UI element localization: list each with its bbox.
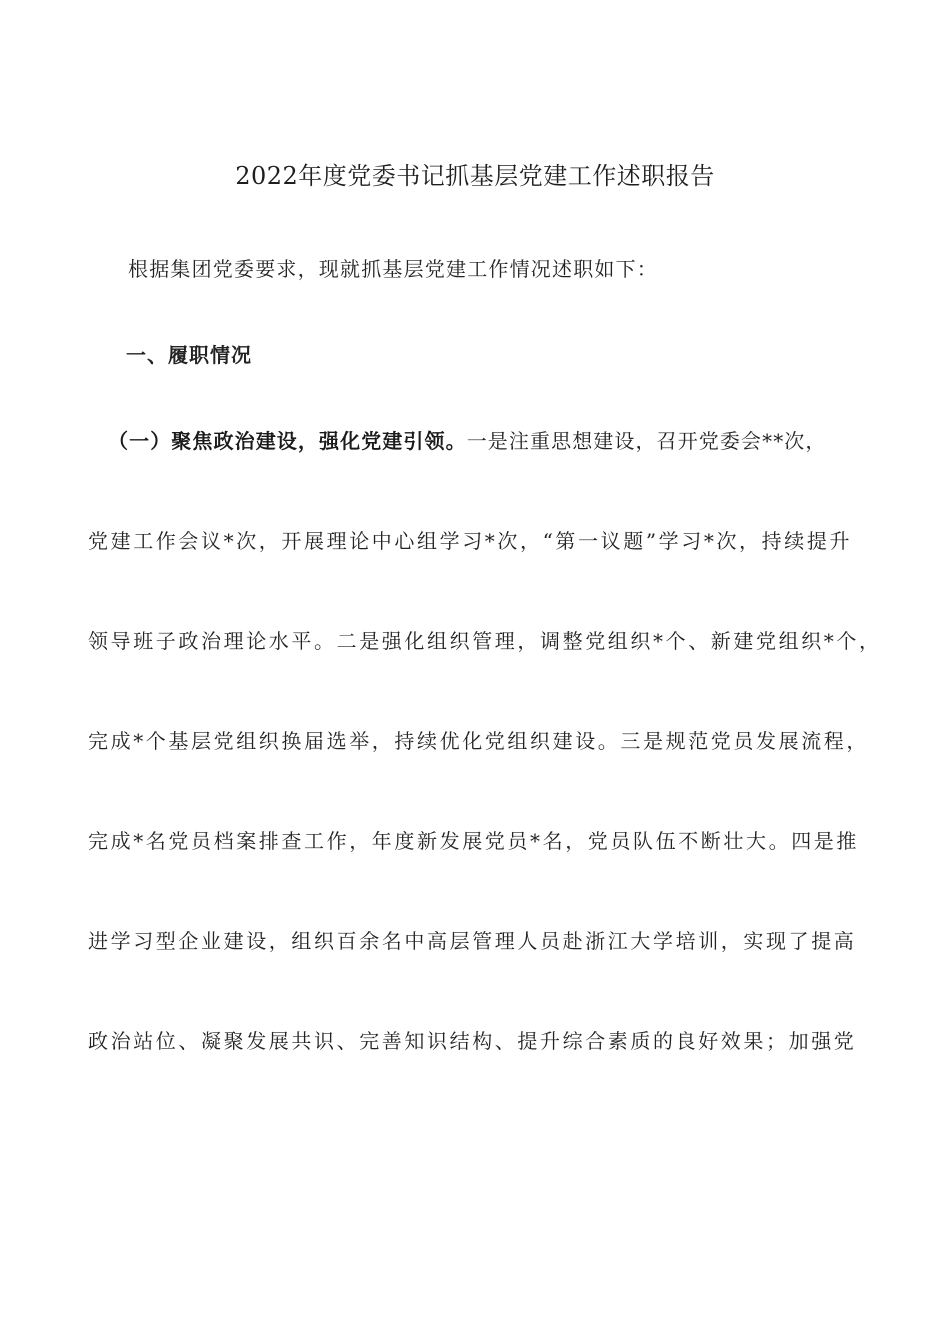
paragraph-line: 进学习型企业建设，组织百余名中高层管理人员赴浙江大学培训，实现了提高 bbox=[88, 929, 857, 953]
paragraph-line: 党建工作会议*次，开展理论中心组学习*次，“第一议题”学习*次，持续提升 bbox=[88, 529, 853, 553]
section-heading: 一、履职情况 bbox=[126, 343, 252, 367]
paragraph-line: 完成*个基层党组织换届选举，持续优化党组织建设。三是规范党员发展流程， bbox=[88, 729, 869, 753]
paragraph-line: 完成*名党员档案排查工作，年度新发展党员*名，党员队伍不断壮大。四是推 bbox=[88, 829, 859, 853]
document-title: 2022年度党委书记抓基层党建工作述职报告 bbox=[235, 162, 715, 190]
paragraph-line: 领导班子政治理论水平。二是强化组织管理，调整党组织*个、新建党组织*个， bbox=[88, 629, 882, 653]
paragraph-line-text: 一是注重思想建设，召开党委会**次， bbox=[466, 429, 827, 453]
paragraph-line: 政治站位、凝聚发展共识、完善知识结构、提升综合素质的良好效果；加强党 bbox=[88, 1029, 857, 1053]
paragraph-line bbox=[108, 426, 827, 456]
intro-paragraph: 根据集团党委要求，现就抓基层党建工作情况述职如下： bbox=[128, 257, 658, 281]
paragraph-subheading: （一）聚焦政治建设，强化党建引领。 bbox=[108, 429, 467, 453]
